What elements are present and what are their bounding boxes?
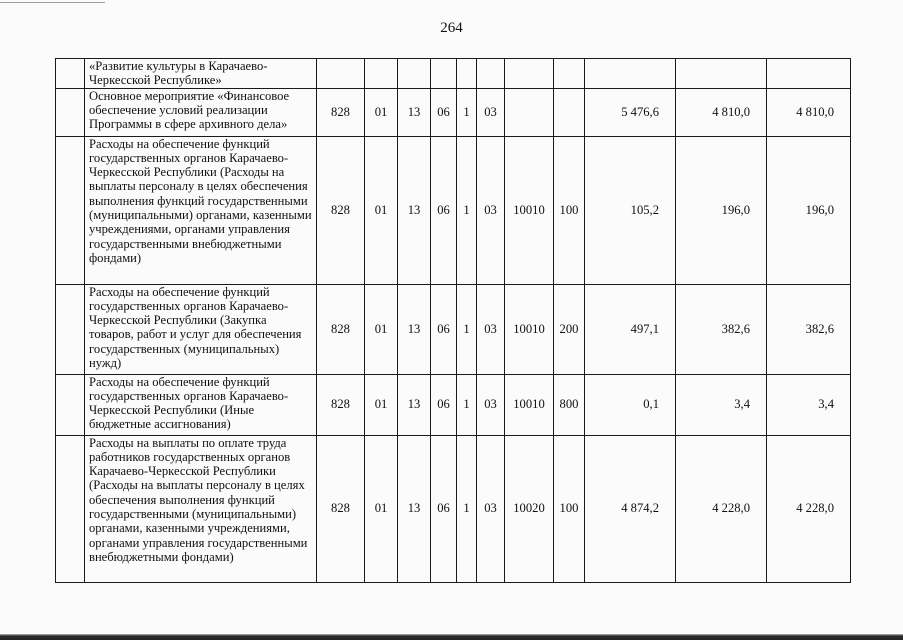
expense-type-code: 100	[554, 435, 585, 582]
subprogram-code: 1	[457, 435, 477, 582]
table-row	[56, 284, 851, 374]
section-code: 01	[365, 435, 398, 582]
budget-table	[55, 58, 851, 583]
row-number-cell	[56, 284, 85, 374]
amount-3	[767, 59, 851, 89]
row-name: Расходы на обеспечение функций государственных органов Карачаево-Черкесской Республики (Закупка товаров, работ и услуг для обеспечения государственных (муниципальных) нужд)	[85, 284, 317, 374]
ministry-code: 828	[317, 88, 365, 136]
amount-3: 4 228,0	[767, 435, 851, 582]
amount-1: 0,1	[585, 374, 676, 435]
subprogram-code: 1	[457, 284, 477, 374]
activity-code: 03	[477, 136, 505, 284]
ministry-code	[317, 59, 365, 89]
program-code: 06	[431, 374, 457, 435]
amount-1: 105,2	[585, 136, 676, 284]
activity-code: 03	[477, 374, 505, 435]
program-code: 06	[431, 284, 457, 374]
program-code: 06	[431, 88, 457, 136]
table-row	[56, 88, 851, 136]
program-code: 06	[431, 136, 457, 284]
activity-code: 03	[477, 435, 505, 582]
subsection-code: 13	[398, 374, 431, 435]
amount-1	[585, 59, 676, 89]
direction-code	[505, 88, 554, 136]
subsection-code: 13	[398, 284, 431, 374]
expense-type-code: 200	[554, 284, 585, 374]
subsection-code: 13	[398, 136, 431, 284]
amount-1: 4 874,2	[585, 435, 676, 582]
activity-code	[477, 59, 505, 89]
amount-3: 382,6	[767, 284, 851, 374]
subsection-code: 13	[398, 88, 431, 136]
amount-1: 5 476,6	[585, 88, 676, 136]
amount-2: 3,4	[676, 374, 767, 435]
subprogram-code: 1	[457, 88, 477, 136]
direction-code	[505, 59, 554, 89]
row-name: Расходы на обеспечение функций государственных органов Карачаево-Черкесской Республики (Иные бюджетные ассигнования)	[85, 374, 317, 435]
section-code: 01	[365, 88, 398, 136]
ministry-code: 828	[317, 435, 365, 582]
expense-type-code	[554, 88, 585, 136]
row-name: Основное мероприятие «Финансовое обеспечение условий реализации Программы в сфере архивного дела»	[85, 88, 317, 136]
section-code: 01	[365, 136, 398, 284]
amount-3: 196,0	[767, 136, 851, 284]
amount-2: 4 228,0	[676, 435, 767, 582]
row-number-cell	[56, 374, 85, 435]
program-code: 06	[431, 435, 457, 582]
row-name: Расходы на обеспечение функций государственных органов Карачаево-Черкесской Республики (Расходы на выплаты персоналу в целях обеспечения выполнения функций государственными (муниципальными) органами, казенными учреждениями, органами управления государственными внебюджетными фондами)	[85, 136, 317, 284]
table-row	[56, 435, 851, 582]
table-row	[56, 374, 851, 435]
ministry-code: 828	[317, 284, 365, 374]
direction-code: 10010	[505, 136, 554, 284]
row-number-cell	[56, 88, 85, 136]
subprogram-code	[457, 59, 477, 89]
section-code	[365, 59, 398, 89]
scan-edge-line	[0, 2, 105, 3]
row-number-cell	[56, 59, 85, 89]
activity-code: 03	[477, 284, 505, 374]
direction-code: 10010	[505, 374, 554, 435]
amount-2: 196,0	[676, 136, 767, 284]
expense-type-code	[554, 59, 585, 89]
activity-code: 03	[477, 88, 505, 136]
subsection-code: 13	[398, 435, 431, 582]
row-name: «Развитие культуры в Карачаево-Черкесской Республике»	[85, 59, 317, 89]
subprogram-code: 1	[457, 136, 477, 284]
program-code	[431, 59, 457, 89]
subprogram-code: 1	[457, 374, 477, 435]
direction-code: 10020	[505, 435, 554, 582]
amount-2: 4 810,0	[676, 88, 767, 136]
row-number-cell	[56, 136, 85, 284]
ministry-code: 828	[317, 136, 365, 284]
expense-type-code: 100	[554, 136, 585, 284]
table-row	[56, 136, 851, 284]
row-number-cell	[56, 435, 85, 582]
ministry-code: 828	[317, 374, 365, 435]
section-code: 01	[365, 284, 398, 374]
page-number: 264	[440, 20, 463, 36]
amount-3: 4 810,0	[767, 88, 851, 136]
amount-3: 3,4	[767, 374, 851, 435]
direction-code: 10010	[505, 284, 554, 374]
amount-2	[676, 59, 767, 89]
expense-type-code: 800	[554, 374, 585, 435]
amount-2: 382,6	[676, 284, 767, 374]
section-code: 01	[365, 374, 398, 435]
table-row	[56, 59, 851, 89]
amount-1: 497,1	[585, 284, 676, 374]
subsection-code	[398, 59, 431, 89]
scan-bottom-edge	[0, 634, 903, 640]
row-name: Расходы на выплаты по оплате труда работников государственных органов Карачаево-Черкесской Республики (Расходы на выплаты персоналу в целях обеспечения выполнения функций государственными (муниципальными) органами, казенными учреждениями, органами управления государственными внебюджетными фондами)	[85, 435, 317, 582]
